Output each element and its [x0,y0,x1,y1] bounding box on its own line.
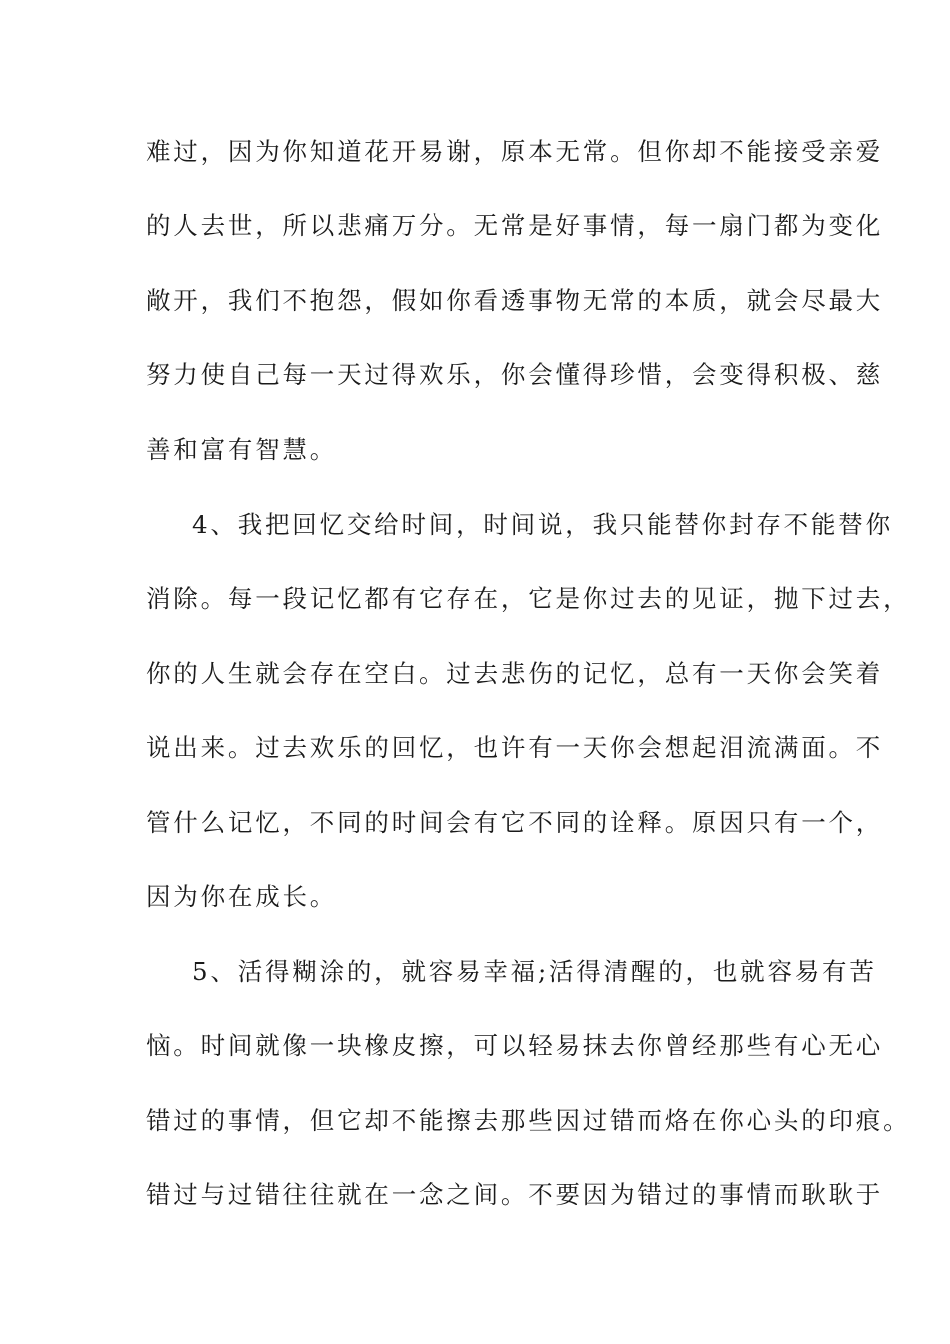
text-line: 消除。每一段记忆都有它存在，它是你过去的见证，抛下过去， [146,584,911,613]
text-line: 4、我把回忆交给时间，时间说，我只能替你封存不能替你 [192,510,893,539]
text-line: 5、活得糊涂的，就容易幸福;活得清醒的，也就容易有苦 [192,957,877,986]
text-line: 的人去世，所以悲痛万分。无常是好事情，每一扇门都为变化 [146,211,884,240]
text-line: 恼。时间就像一块橡皮擦，可以轻易抹去你曾经那些有心无心 [146,1031,884,1060]
text-line: 难过，因为你知道花开易谢，原本无常。但你却不能接受亲爱 [146,137,884,166]
text-line: 善和富有智慧。 [146,435,338,464]
text-line: 因为你在成长。 [146,882,338,911]
text-line: 说出来。过去欢乐的回忆，也许有一天你会想起泪流满面。不 [146,733,884,762]
text-line: 努力使自己每一天过得欢乐，你会懂得珍惜，会变得积极、慈 [146,360,884,389]
text-line: 敞开，我们不抱怨，假如你看透事物无常的本质，就会尽最大 [146,286,884,315]
text-line: 错过与过错往往就在一念之间。不要因为错过的事情而耿耿于 [146,1180,884,1209]
text-line: 错过的事情，但它却不能擦去那些因过错而烙在你心头的印痕。 [146,1106,911,1135]
text-line: 管什么记忆，不同的时间会有它不同的诠释。原因只有一个， [146,808,884,837]
text-line: 你的人生就会存在空白。过去悲伤的记忆，总有一天你会笑着 [146,659,884,688]
